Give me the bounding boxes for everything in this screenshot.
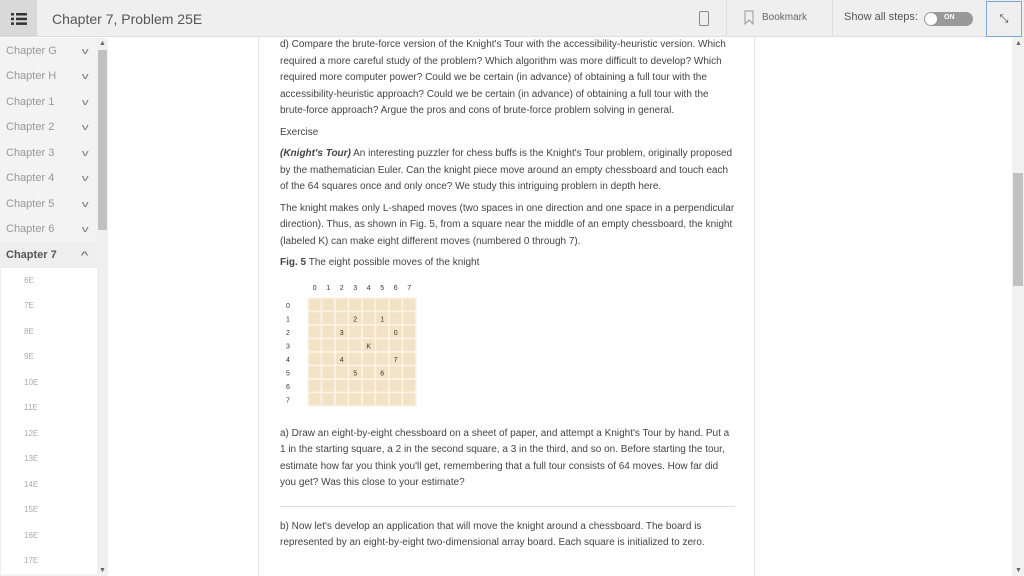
bookmark-icon: [744, 10, 754, 25]
column-label: 4: [366, 284, 371, 292]
board-square: [308, 379, 322, 393]
row-label: 0: [286, 302, 290, 310]
chapter-item[interactable]: [0, 64, 97, 90]
board-square: [389, 379, 403, 393]
board-square: [335, 379, 349, 393]
board-square: [362, 298, 376, 312]
figure-label: Fig. 5: [280, 257, 307, 268]
problem-content: [280, 37, 735, 557]
column-label: 5: [380, 284, 385, 292]
chapter-item[interactable]: [0, 217, 97, 243]
chapter-label: Chapter 1: [6, 95, 55, 108]
board-square: [335, 365, 349, 379]
board-square: [322, 338, 336, 352]
board-square: [376, 379, 390, 393]
chapter-label: Chapter 7: [6, 248, 57, 261]
chevron-down-icon: v: [81, 96, 89, 107]
problem-item[interactable]: 14E: [24, 479, 39, 489]
intro-text: An interesting puzzler for chess buffs is the Knight's Tour problem, originally proposed by the mathematician Euler. Can the knight piece move around an empty chessboard and touch each of the 64 squares once and only once? We study this intriguing problem in depth here.: [280, 148, 733, 192]
menu-button[interactable]: [0, 0, 37, 37]
board-square: [403, 379, 417, 393]
board-square: [403, 352, 417, 366]
problem-item[interactable]: 12E: [24, 428, 39, 438]
board-square: [376, 325, 390, 339]
show-steps-toggle[interactable]: [924, 12, 973, 26]
row-label: 4: [286, 356, 290, 364]
board-square: [349, 298, 363, 312]
sidebar-scrollbar[interactable]: [97, 38, 108, 576]
row-label: 7: [286, 396, 290, 404]
problem-item[interactable]: 7E: [24, 301, 34, 311]
scroll-up-icon[interactable]: ▲: [99, 40, 106, 47]
board-square: [349, 325, 363, 339]
board-square: [389, 311, 403, 325]
bookmark-button[interactable]: [744, 10, 807, 25]
part-b: b) Now let's develop an application that will move the knight around a chessboard. The board is represented by an eight-by-eight two-dimensional array board. Each square is initialized to zero.: [280, 520, 705, 548]
chevron-down-icon: v: [81, 122, 89, 133]
board-square: [376, 338, 390, 352]
problem-item[interactable]: 17E: [24, 556, 39, 566]
row-label: 1: [286, 315, 290, 323]
moves-paragraph: The knight makes only L-shaped moves (two spaces in one direction and one space in a perpendicular direction). Thus, as shown in Fig. 5, from a square near the middle of an empty chessboard, the knight (labeled K) can make eight different moves (numbered 0 through 7).: [280, 202, 735, 247]
board-square: [322, 365, 336, 379]
board-square: [362, 325, 376, 339]
board-square: [389, 298, 403, 312]
problem-item[interactable]: 8E: [24, 326, 34, 336]
scrollbar-thumb[interactable]: [1013, 173, 1023, 286]
problem-item[interactable]: 10E: [24, 377, 39, 387]
board-square: [308, 352, 322, 366]
chapter-label: Chapter 2: [6, 121, 55, 134]
list-icon: [11, 13, 27, 25]
exercise-title: (Knight's Tour): [280, 148, 351, 159]
chevron-up-icon: ^: [80, 249, 89, 260]
figure-caption: [280, 255, 735, 272]
board-square: [335, 311, 349, 325]
chevron-down-icon: v: [81, 224, 89, 235]
board-square: [322, 325, 336, 339]
divider: [832, 0, 833, 37]
board-square: [376, 298, 390, 312]
problem-item[interactable]: 16E: [24, 530, 39, 540]
column-label: 2: [339, 284, 344, 292]
part-d: d) Compare the brute-force version of the Knight's Tour with the accessibility-heuristic version. Which required a more careful study of the problem? Which algorithm was more difficult to develop? Which required more computer power? Could we be certain (in advance) of obtaining a full tour with the accessibility-heuristic approach? Could we be certain (in advance) of obtaining a full tour with the brute-force approach? Argue the pros and cons of brute-force problem solving in general.: [280, 39, 726, 116]
board-square: [335, 338, 349, 352]
chevron-down-icon: v: [81, 147, 89, 158]
board-square: [308, 392, 322, 406]
column-label: 0: [312, 284, 317, 292]
header: [0, 0, 1024, 37]
chevron-down-icon: v: [81, 198, 89, 209]
board-square: [403, 325, 417, 339]
collapse-icon: ⤡: [999, 12, 1009, 25]
problem-item[interactable]: 13E: [24, 454, 39, 464]
mobile-icon[interactable]: [699, 11, 709, 26]
board-square: [322, 352, 336, 366]
chapter-item[interactable]: [0, 38, 97, 64]
move-label: 0: [393, 329, 398, 337]
collapse-button[interactable]: [986, 1, 1022, 37]
scroll-down-icon[interactable]: ▼: [99, 567, 106, 574]
chapter-label: Chapter 3: [6, 146, 55, 159]
move-label: 2: [353, 315, 358, 323]
move-label: 4: [339, 356, 344, 364]
chapter-label: Chapter 6: [6, 223, 55, 236]
chapter-item[interactable]: [0, 140, 97, 166]
chapter-item[interactable]: [0, 166, 97, 192]
board-square: [389, 365, 403, 379]
board-square: [389, 338, 403, 352]
move-label: 7: [393, 356, 398, 364]
chapter-label: Chapter 4: [6, 172, 55, 185]
board-square: [403, 365, 417, 379]
chapter-item[interactable]: [0, 89, 97, 115]
board-square: [335, 392, 349, 406]
board-square: [376, 392, 390, 406]
move-label: 5: [353, 369, 358, 377]
chevron-down-icon: v: [81, 45, 89, 56]
board-square: [376, 352, 390, 366]
board-square: [322, 392, 336, 406]
knight-moves-figure: [280, 278, 735, 416]
board-square: [322, 379, 336, 393]
board-square: [322, 298, 336, 312]
scroll-down-icon[interactable]: ▼: [1015, 567, 1022, 574]
board-square: [362, 352, 376, 366]
chapter-label: Chapter H: [6, 70, 57, 83]
chessboard: [280, 278, 430, 408]
board-square: [308, 338, 322, 352]
board-square: [349, 352, 363, 366]
row-label: 5: [286, 369, 290, 377]
board-square: [362, 379, 376, 393]
divider: [726, 0, 727, 37]
column-label: 1: [326, 284, 331, 292]
divider: [280, 506, 735, 507]
row-label: 2: [286, 329, 290, 337]
board-square: [349, 338, 363, 352]
board-square: [403, 311, 417, 325]
board-square: [308, 298, 322, 312]
content-scrollbar[interactable]: [1012, 37, 1024, 576]
board-square: [389, 392, 403, 406]
chapter-label: Chapter 5: [6, 197, 55, 210]
caption-text: The eight possible moves of the knight: [306, 257, 480, 268]
problem-item[interactable]: 6E: [24, 275, 34, 285]
scroll-up-icon[interactable]: ▲: [1015, 40, 1022, 47]
chapter-label: Chapter G: [6, 44, 57, 57]
chapter-item[interactable]: [0, 115, 97, 141]
column-label: 3: [353, 284, 358, 292]
board-square: [322, 311, 336, 325]
scrollbar-thumb[interactable]: [98, 50, 107, 230]
board-square: [362, 311, 376, 325]
toggle-knob: [925, 13, 937, 25]
board-square: [308, 311, 322, 325]
board-square: [362, 392, 376, 406]
column-label: 6: [393, 284, 398, 292]
move-label: 3: [339, 329, 344, 337]
board-square: [403, 392, 417, 406]
chevron-down-icon: v: [81, 71, 89, 82]
board-square: [308, 325, 322, 339]
move-label: K: [366, 342, 372, 350]
toggle-label: ON: [944, 14, 955, 21]
board-square: [362, 365, 376, 379]
chapter-sidebar: [0, 38, 97, 576]
part-a: a) Draw an eight-by-eight chessboard on a sheet of paper, and attempt a Knight's Tour by hand. Put a 1 in the starting square, a 2 in the second square, a 3 in the third, and so on. Before starting the tour, estimate how far you think you'll get, remembering that a full tour consists of 64 moves. How far did you get? Was this close to your estimate?: [280, 427, 730, 488]
exercise-heading: Exercise: [280, 126, 319, 138]
row-label: 3: [286, 342, 290, 350]
intro-paragraph: [280, 146, 735, 196]
bookmark-label: Bookmark: [762, 12, 808, 23]
move-label: 1: [380, 315, 385, 323]
problem-item[interactable]: 11E: [24, 403, 38, 413]
board-square: [403, 338, 417, 352]
chapter-7[interactable]: [0, 242, 97, 268]
chapter-item[interactable]: [0, 191, 97, 217]
board-square: [349, 379, 363, 393]
show-steps-label: Show all steps:: [844, 11, 918, 23]
column-label: 7: [407, 284, 412, 292]
board-square: [349, 392, 363, 406]
board-square: [335, 298, 349, 312]
board-square: [308, 365, 322, 379]
chevron-down-icon: v: [81, 173, 89, 184]
problem-item[interactable]: 15E: [24, 505, 39, 515]
page-title: Chapter 7, Problem 25E: [52, 11, 203, 27]
row-label: 6: [286, 383, 290, 391]
move-label: 6: [380, 369, 385, 377]
board-square: [403, 298, 417, 312]
problem-item[interactable]: 9E: [24, 352, 34, 362]
